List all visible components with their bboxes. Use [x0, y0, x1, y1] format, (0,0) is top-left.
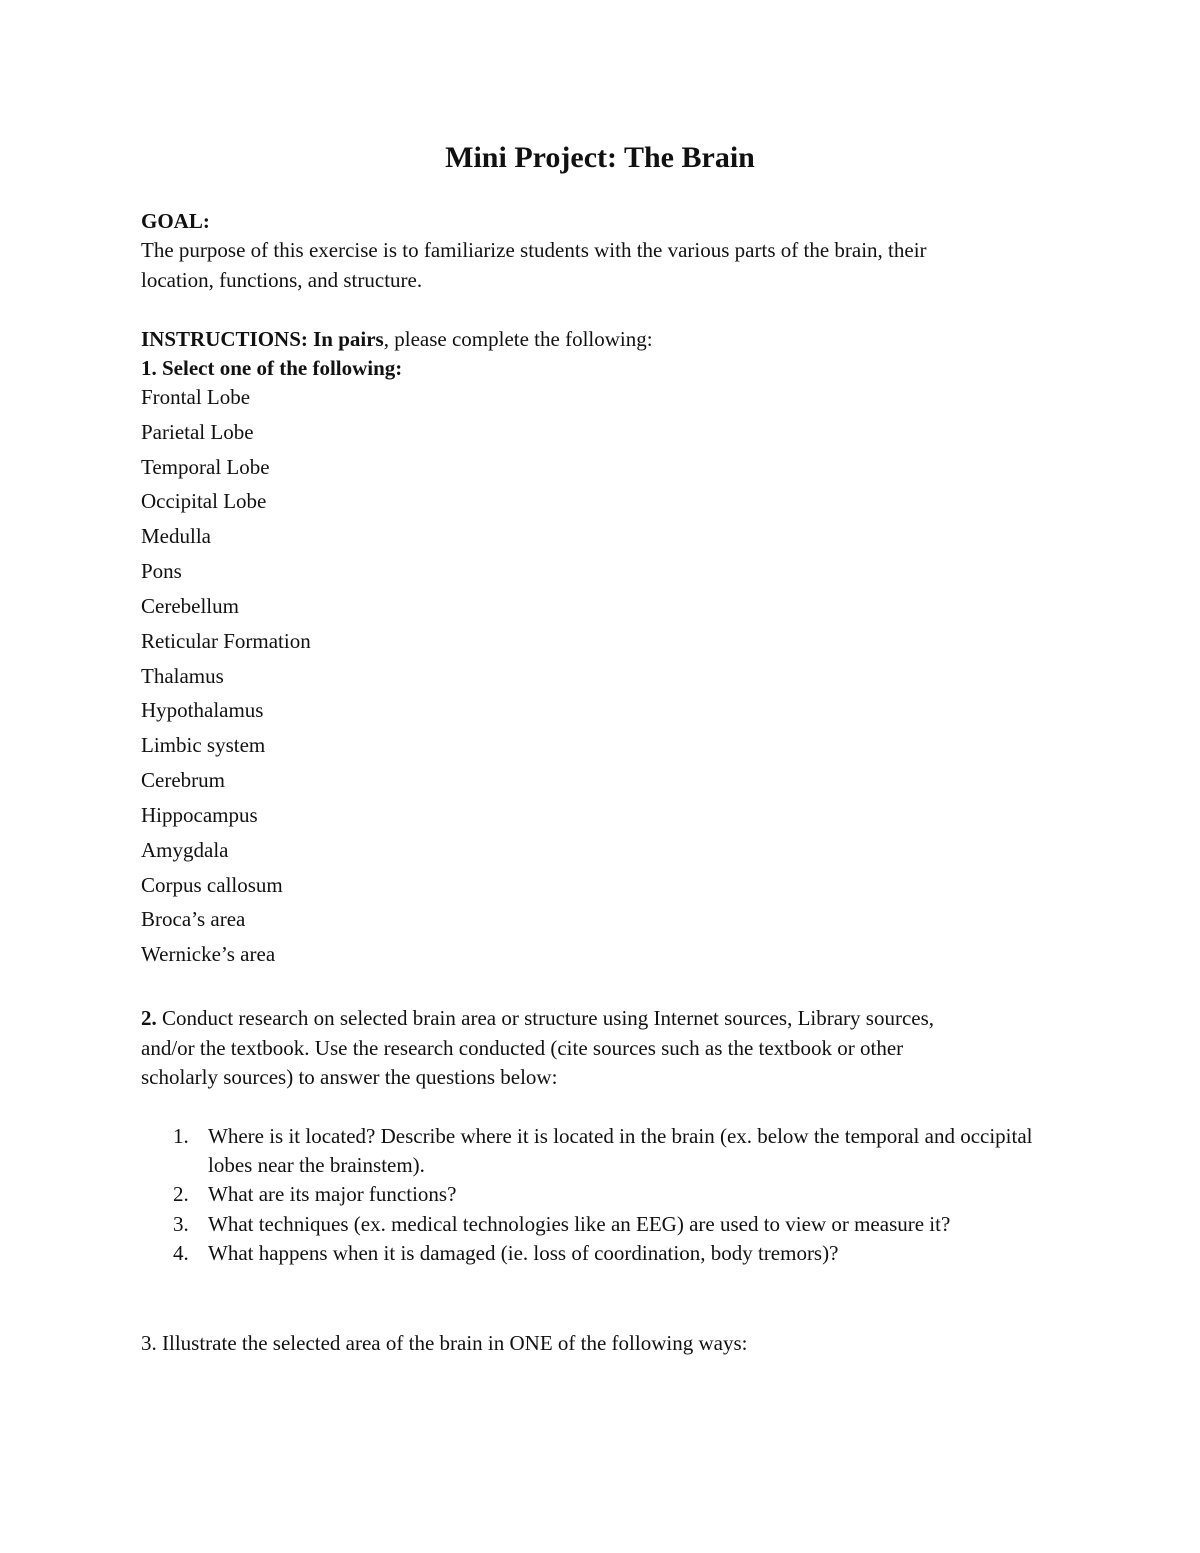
list-item: Limbic system [141, 733, 266, 757]
step2-line-1 [141, 1004, 934, 1033]
step1-heading: 1. Select one of the following: [141, 356, 403, 380]
instructions-emphasis: In pairs [313, 327, 384, 351]
instructions-label: INSTRUCTIONS: [141, 327, 308, 351]
step2-text: Conduct research on selected brain area or structure using Internet sources, Library sources, [156, 1006, 935, 1030]
list-item: Corpus callosum [141, 873, 283, 897]
list-item: Wernicke’s area [141, 942, 276, 966]
list-item: Temporal Lobe [141, 455, 270, 479]
question-text: What happens when it is damaged (ie. loss of coordination, body tremors)? [208, 1241, 839, 1265]
question-text: What techniques (ex. medical technologies like an EEG) are used to view or measure it? [208, 1212, 951, 1236]
question-number: 3. [173, 1212, 189, 1236]
list-item: Frontal Lobe [141, 385, 251, 409]
list-item: Thalamus [141, 664, 224, 688]
question-text: What are its major functions? [208, 1182, 457, 1206]
step2-line-3: scholarly sources) to answer the questions below: [141, 1065, 558, 1089]
list-item: Hippocampus [141, 803, 258, 827]
goal-text-line-1: The purpose of this exercise is to familiarize students with the various parts of the brain, their [141, 238, 927, 262]
question-number: 2. [173, 1182, 189, 1206]
list-item: Medulla [141, 524, 211, 548]
list-item: Broca’s area [141, 907, 246, 931]
list-item: Cerebellum [141, 594, 239, 618]
list-item: Cerebrum [141, 768, 225, 792]
question-number: 1. [173, 1124, 189, 1148]
question-text: Where is it located? Describe where it is located in the brain (ex. below the temporal and occipital lobes near the brainstem). [208, 1124, 1033, 1177]
list-item: Reticular Formation [141, 629, 311, 653]
list-item: Occipital Lobe [141, 489, 267, 513]
list-item: Amygdala [141, 838, 229, 862]
list-item: Pons [141, 559, 182, 583]
step3-text: 3. Illustrate the selected area of the brain in ONE of the following ways: [141, 1331, 748, 1355]
goal-text-line-2: location, functions, and structure. [141, 268, 423, 292]
instructions-line [141, 325, 653, 354]
list-item: Parietal Lobe [141, 420, 254, 444]
step2-line-2: and/or the textbook. Use the research conducted (cite sources such as the textbook or other [141, 1036, 904, 1060]
step2-number: 2. [141, 1006, 157, 1030]
list-item: Hypothalamus [141, 698, 264, 722]
page-title: Mini Project: The Brain [445, 141, 755, 174]
goal-heading: GOAL: [141, 209, 210, 233]
instructions-rest: , please complete the following: [383, 327, 653, 351]
question-number: 4. [173, 1241, 189, 1265]
